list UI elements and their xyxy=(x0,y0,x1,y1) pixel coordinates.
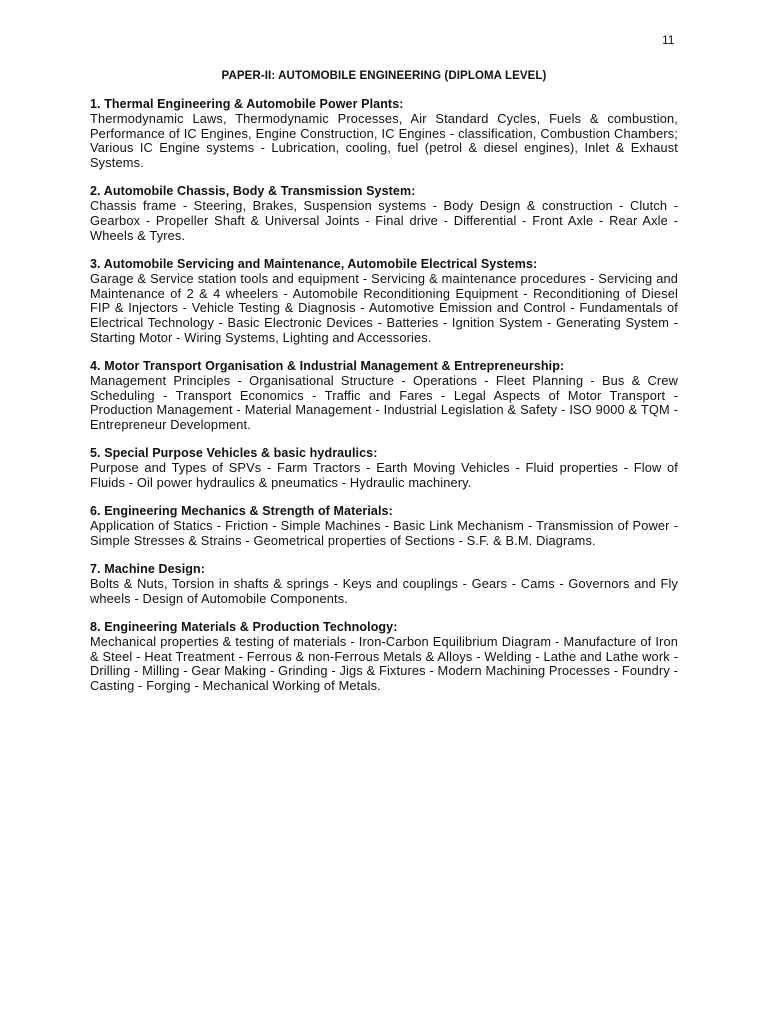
section-heading: 8. Engineering Materials & Production Technology: xyxy=(90,619,398,634)
syllabus-section-6 xyxy=(90,504,678,548)
section-heading: 1. Thermal Engineering & Automobile Power Plants: xyxy=(90,97,404,111)
syllabus-section-2 xyxy=(90,184,678,243)
section-heading: 4. Motor Transport Organisation & Industrial Management & Entrepreneurship: xyxy=(90,358,565,373)
syllabus-content xyxy=(90,97,678,707)
section-body: Chassis frame - Steering, Brakes, Suspension systems - Body Design & construction - Clutch - Gearbox - Propeller Shaft & Universal Joints - Final drive - Differential - Front Axle - Rear Axle - Wheels & Tyres. xyxy=(90,198,678,243)
section-heading: 3. Automobile Servicing and Maintenance, Automobile Electrical Systems: xyxy=(90,256,538,271)
paper-title: PAPER-II: AUTOMOBILE ENGINEERING (DIPLOMA LEVEL) xyxy=(221,70,547,82)
syllabus-section-7 xyxy=(90,562,678,606)
section-heading: 7. Machine Design: xyxy=(90,562,206,577)
section-heading: 2. Automobile Chassis, Body & Transmission System: xyxy=(90,184,416,199)
page-number: 11 xyxy=(662,33,675,47)
section-body: Mechanical properties & testing of materials - Iron-Carbon Equilibrium Diagram - Manufacture of Iron & Steel - Heat Treatment - Ferrous & non-Ferrous Metals & Alloys - Welding - Lathe and Lathe work - Drilling - Milling - Gear Making - Grinding - Jigs & Fixtures - Modern Machining Processes - Foundry - Casting - Forging - Mechanical Working of Metals. xyxy=(90,633,678,694)
section-body: Garage & Service station tools and equipment - Servicing & maintenance procedures - Servicing and Maintenance of 2 & 4 wheelers - Automobile Reconditioning Equipment - Reconditioning of Diesel FIP & Injectors - Vehicle Testing & Diagnosis - Automotive Emission and Control - Fundamentals of Electrical Technology - Basic Electronic Devices - Batteries - Ignition System - Generating System - Starting Motor - Wiring Systems, Lighting and Accessories. xyxy=(90,270,678,345)
section-body: Thermodynamic Laws, Thermodynamic Processes, Air Standard Cycles, Fuels & combustion, Performance of IC Engines, Engine Construction, IC Engines - classification, Combustion Chambers; Various IC Engine systems - Lubrication, cooling, fuel (petrol & diesel engines), Inlet & Exhaust Systems. xyxy=(90,111,678,171)
section-body: Application of Statics - Friction - Simple Machines - Basic Link Mechanism - Transmission of Power - Simple Stresses & Strains - Geometrical properties of Sections - S.F. & B.M. Diagrams. xyxy=(90,518,678,548)
syllabus-section-3 xyxy=(90,257,678,346)
syllabus-section-1 xyxy=(90,97,678,171)
syllabus-section-5 xyxy=(90,446,678,490)
section-body: Management Principles - Organisational Structure - Operations - Fleet Planning - Bus & Crew Scheduling - Transport Economics - Traffic and Fares - Legal Aspects of Motor Transport - Production Management - Material Management - Industrial Legislation & Safety - ISO 9000 & TQM - Entrepreneur Development. xyxy=(90,372,678,433)
section-heading: 5. Special Purpose Vehicles & basic hydraulics: xyxy=(90,446,378,461)
syllabus-section-4 xyxy=(90,359,678,433)
section-body: Purpose and Types of SPVs - Farm Tractors - Earth Moving Vehicles - Fluid properties - Flow of Fluids - Oil power hydraulics & pneumatics - Hydraulic machinery. xyxy=(90,460,678,490)
syllabus-section-8 xyxy=(90,620,678,694)
section-heading: 6. Engineering Mechanics & Strength of Materials: xyxy=(90,504,393,519)
section-body: Bolts & Nuts, Torsion in shafts & springs - Keys and couplings - Gears - Cams - Governors and Fly wheels - Design of Automobile Components. xyxy=(90,576,678,606)
